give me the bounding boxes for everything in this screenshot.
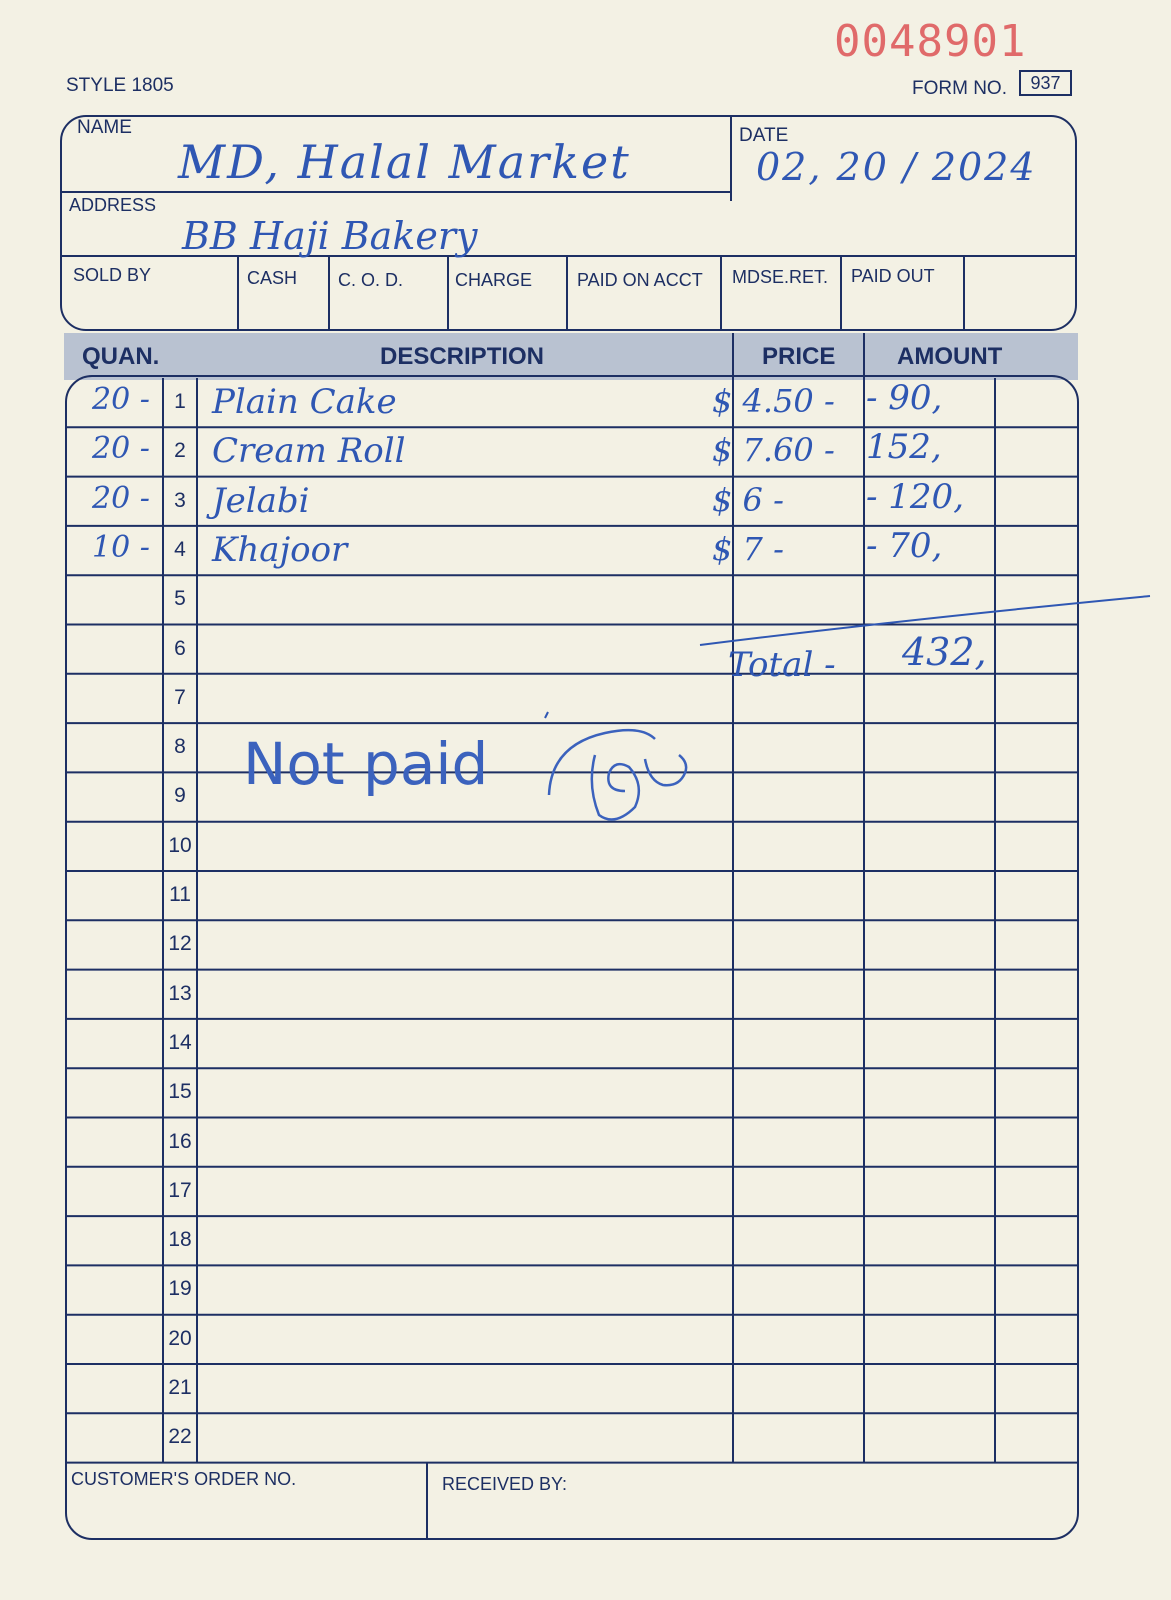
quan-header: QUAN. (82, 343, 160, 370)
form-no-label: FORM NO. (912, 78, 1007, 99)
row-number: 13 (168, 981, 192, 1005)
row-number: 19 (168, 1277, 192, 1301)
item-amount: 152, (866, 427, 942, 468)
sold-by-label: SOLD BY (73, 265, 152, 285)
signature (545, 715, 715, 835)
row-number: 21 (168, 1376, 192, 1399)
item-amount: - 90, (866, 378, 943, 418)
row-number: 11 (169, 883, 191, 906)
total-label: Total - (728, 645, 836, 685)
row-number: 1 (174, 390, 186, 413)
row-number: 10 (168, 833, 192, 857)
item-description: Jelabi (212, 480, 310, 521)
date-label: DATE (739, 125, 789, 146)
row-number: 7 (174, 685, 186, 709)
row-number: 2 (174, 439, 186, 463)
item-amount: - 70, (866, 525, 943, 566)
form-no-value: 937 (1019, 70, 1072, 96)
row-number: 16 (168, 1129, 192, 1153)
row-number: 18 (168, 1228, 192, 1252)
item-price: $ 4.50 - (712, 382, 835, 420)
item-description: Cream Roll (212, 431, 406, 472)
serial-number: 0048901 (834, 16, 1027, 67)
date-value: 02, 20 / 2024 (756, 145, 1037, 189)
item-quantity: 20 - (92, 382, 150, 417)
cod-label: C. O. D. (338, 270, 404, 290)
row-number: 20 (168, 1326, 192, 1350)
name-value: MD, Halal Market (178, 135, 631, 189)
item-amount: - 120, (866, 476, 964, 517)
received-by-label: RECEIVED BY: (442, 1474, 568, 1494)
row-number: 12 (168, 932, 192, 956)
style-label: STYLE 1805 (66, 75, 174, 96)
row-number: 5 (174, 587, 186, 611)
item-price: $ 7.60 - (712, 431, 835, 470)
row-number: 9 (174, 784, 186, 808)
item-quantity: 20 - (92, 431, 150, 467)
address-label: ADDRESS (69, 195, 157, 215)
not-paid-note: Not paid (243, 730, 489, 798)
cash-label: CASH (247, 268, 298, 288)
item-price: $ 6 - (712, 480, 784, 519)
row-number: 22 (168, 1425, 192, 1449)
price-header: PRICE (762, 343, 836, 370)
row-number: 3 (174, 488, 186, 512)
address-value: BB Haji Bakery (182, 214, 478, 258)
mdse-ret-label: MDSE.RET. (732, 267, 829, 287)
amount-header: AMOUNT (897, 343, 1003, 370)
item-price: $ 7 - (712, 529, 784, 568)
name-label: NAME (77, 117, 132, 138)
row-number: 8 (174, 735, 186, 759)
paid-out-label: PAID OUT (851, 266, 935, 286)
row-number: 15 (168, 1080, 192, 1104)
total-value: 432, (902, 630, 987, 674)
row-number: 4 (174, 537, 186, 561)
item-quantity: 20 - (92, 480, 150, 516)
item-description: Plain Cake (212, 382, 397, 422)
row-number: 6 (174, 636, 186, 660)
description-header: DESCRIPTION (380, 343, 545, 370)
customer-order-label: CUSTOMER'S ORDER NO. (71, 1469, 297, 1489)
row-number: 14 (168, 1030, 192, 1054)
row-number: 17 (168, 1178, 192, 1202)
charge-label: CHARGE (455, 270, 533, 290)
item-description: Khajoor (212, 529, 348, 570)
item-quantity: 10 - (92, 529, 150, 565)
paid-on-acct-label: PAID ON ACCT (577, 270, 703, 290)
